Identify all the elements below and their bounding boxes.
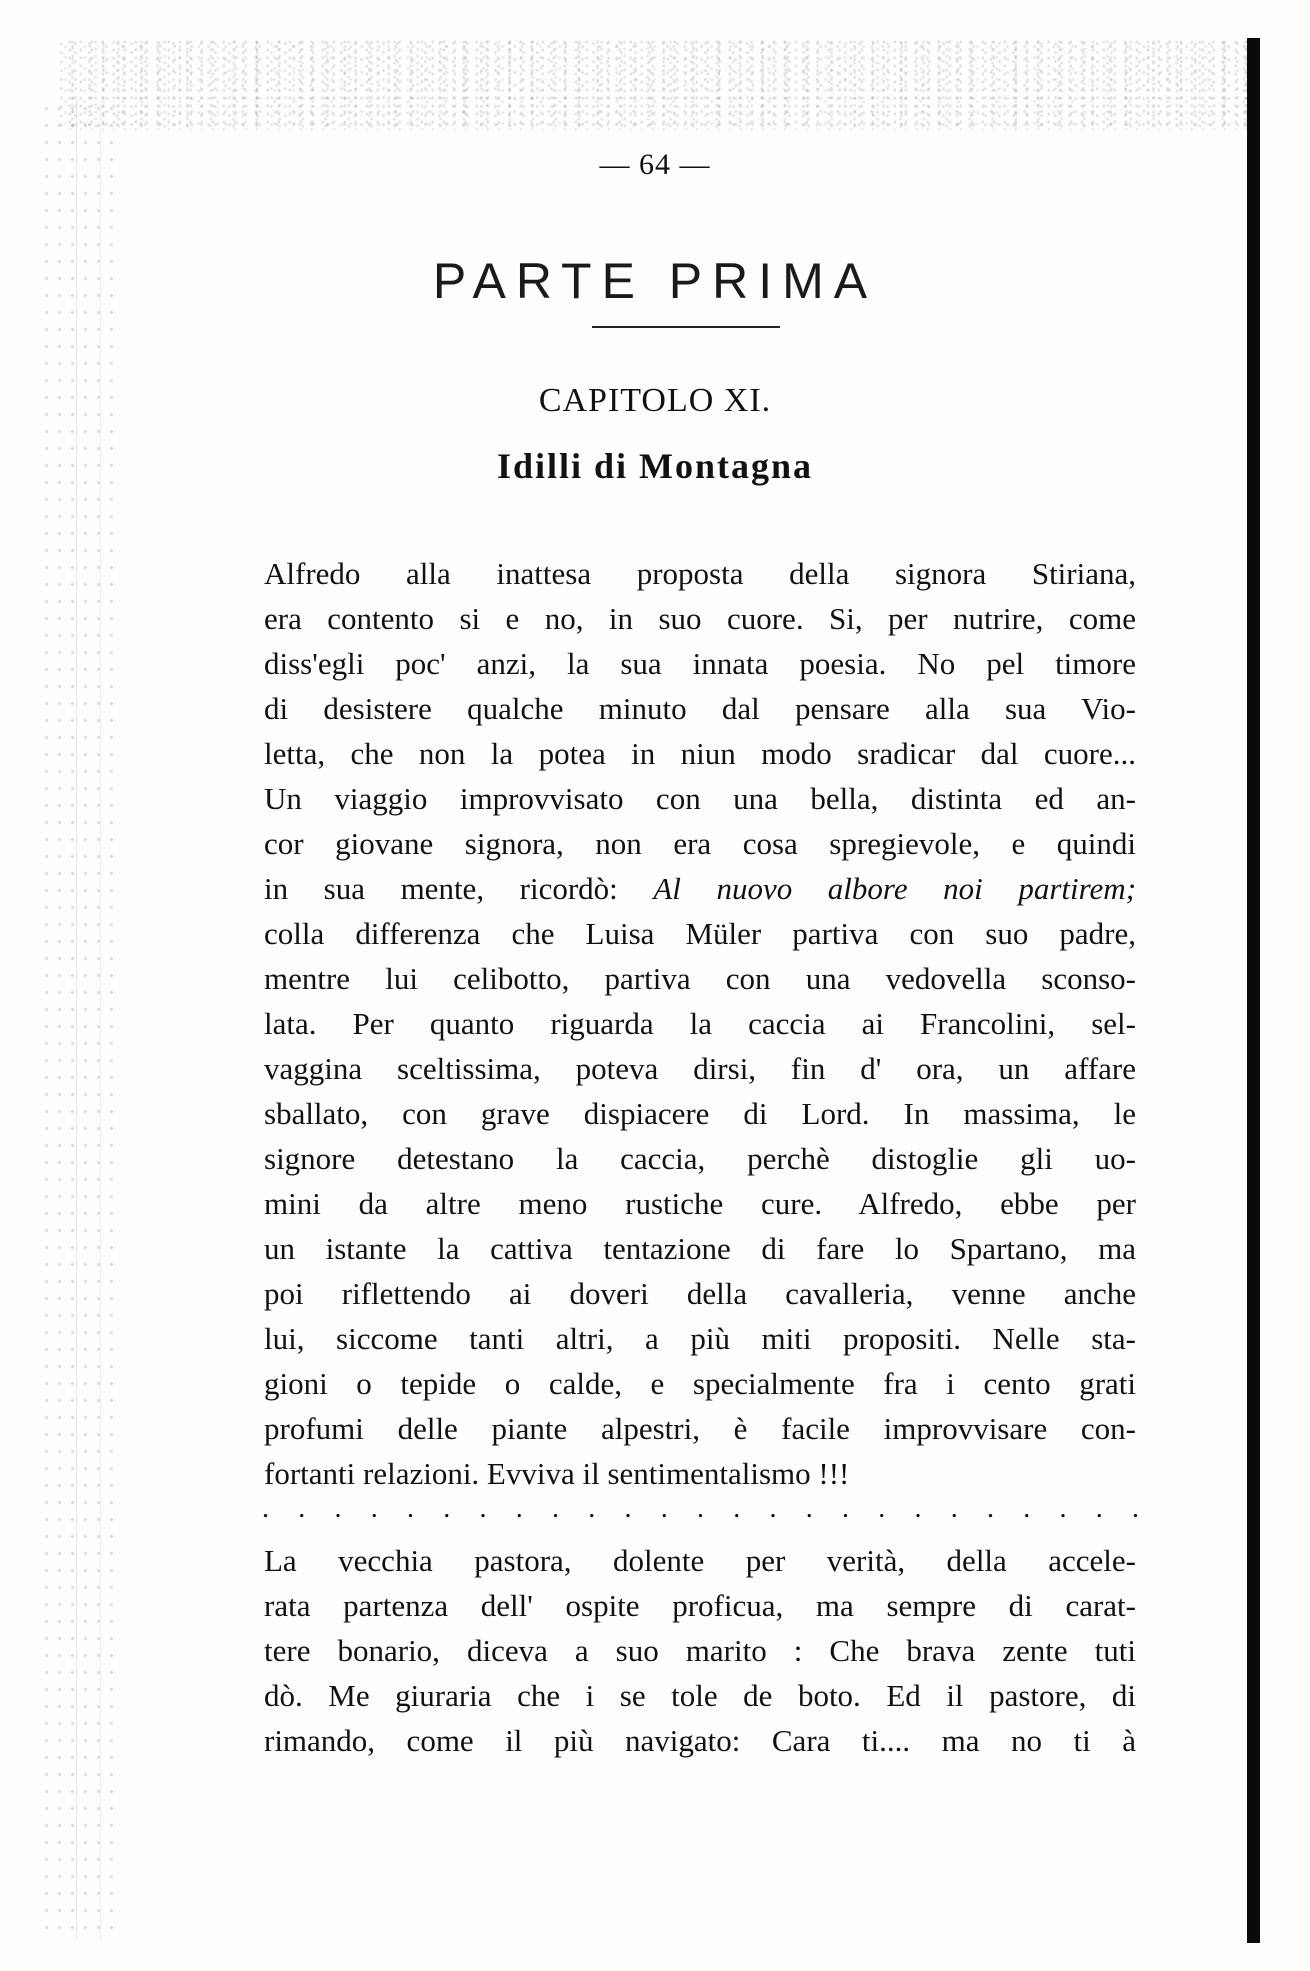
text-line: Un viaggio improvvisato con una bella, distinta ed an-: [264, 781, 1136, 816]
text-line-with-quote: [264, 866, 1136, 911]
separator-dot: .: [914, 1493, 922, 1524]
separator-dot: .: [624, 1493, 632, 1524]
text-line: signore detestano la caccia, perchè distoglie gli uo-: [264, 1141, 1136, 1176]
text-line: tere bonario, diceva a suo marito : Che brava zente tuti: [264, 1633, 1136, 1668]
text-line: vaggina sceltissima, poteva dirsi, fin d' ora, un affare: [264, 1051, 1136, 1086]
separator-dot: .: [479, 1493, 487, 1524]
separator-dot: .: [842, 1493, 849, 1524]
text-line: di desistere qualche minuto dal pensare alla sua Vio-: [264, 691, 1136, 726]
text-line: mentre lui celibotto, partiva con una vedovella sconso-: [264, 961, 1136, 996]
separator-dot: .: [1059, 1493, 1067, 1524]
separator-dot: .: [950, 1493, 958, 1524]
dotted-separator: [262, 1493, 1138, 1525]
paragraph-1: [264, 551, 1136, 1496]
text-fragment: in sua mente, ricordò:: [264, 871, 618, 906]
separator-dot: .: [987, 1493, 994, 1524]
text-line: mini da altre meno rustiche cure. Alfredo, ebbe per: [264, 1186, 1136, 1221]
separator-dot: .: [407, 1493, 414, 1524]
text-line: cor giovane signora, non era cosa spregievole, e quindi: [264, 826, 1136, 861]
text-line: lui, siccome tanti altri, a più miti propositi. Nelle sta-: [264, 1321, 1136, 1356]
separator-dot: .: [878, 1493, 886, 1524]
scan-noise-top: [60, 40, 1250, 130]
separator-dot: .: [697, 1493, 704, 1524]
text-line: diss'egli poc' anzi, la sua innata poesia. No pel timore: [264, 646, 1136, 681]
page-number: — 64 —: [599, 148, 711, 181]
separator-dot: .: [769, 1493, 777, 1524]
text-line: dò. Me giuraria che i se tole de boto. Ed il pastore, di: [264, 1678, 1136, 1713]
separator-dot: .: [370, 1493, 378, 1524]
italic-quote: Al nuovo albore noi partirem;: [653, 871, 1137, 906]
separator-dot: .: [1095, 1493, 1103, 1524]
text-line: profumi delle piante alpestri, è facile improvvisare con-: [264, 1411, 1136, 1446]
title-rule: [592, 326, 780, 328]
separator-dot: .: [588, 1493, 596, 1524]
text-line: rata partenza dell' ospite proficua, ma sempre di carat-: [264, 1588, 1136, 1623]
separator-dot: .: [262, 1493, 269, 1524]
scan-right-edge: [1247, 38, 1260, 1943]
separator-dot: .: [1023, 1493, 1031, 1524]
paragraph-2: [264, 1538, 1136, 1763]
separator-dot: .: [660, 1493, 668, 1524]
separator-dot: .: [443, 1493, 451, 1524]
scan-noise-left-margin: [40, 100, 120, 1940]
chapter-heading: CAPITOLO XI.: [538, 382, 772, 419]
text-line: rimando, come il più navigato: Cara ti.... ma no ti à: [264, 1723, 1136, 1758]
text-line: lata. Per quanto riguarda la caccia ai Francolini, sel-: [264, 1006, 1136, 1041]
chapter-title: Idilli di Montagna: [496, 446, 814, 486]
text-line: letta, che non la potea in niun modo sradicar dal cuore...: [264, 736, 1136, 771]
text-line: fortanti relazioni. Evviva il sentimentalismo !!!: [264, 1456, 850, 1491]
text-line: colla differenza che Luisa Müler partiva con suo padre,: [264, 916, 1136, 951]
text-line: un istante la cattiva tentazione di fare lo Spartano, ma: [264, 1231, 1136, 1266]
separator-dot: .: [1132, 1493, 1139, 1524]
text-line: poi riflettendo ai doveri della cavalleria, venne anche: [264, 1276, 1136, 1311]
separator-dot: .: [334, 1493, 342, 1524]
text-line: gioni o tepide o calde, e specialmente fra i cento grati: [264, 1366, 1136, 1401]
text-line: Alfredo alla inattesa proposta della signora Stiriana,: [264, 556, 1136, 591]
separator-dot: .: [805, 1493, 813, 1524]
text-line: La vecchia pastora, dolente per verità, della accele-: [264, 1543, 1136, 1578]
text-line: era contento si e no, in suo cuore. Si, per nutrire, come: [264, 601, 1136, 636]
separator-dot: .: [298, 1493, 306, 1524]
part-title: PARTE PRIMA: [432, 253, 878, 309]
separator-dot: .: [552, 1493, 559, 1524]
separator-dot: .: [733, 1493, 741, 1524]
separator-dot: .: [515, 1493, 523, 1524]
text-line: sballato, con grave dispiacere di Lord. In massima, le: [264, 1096, 1136, 1131]
